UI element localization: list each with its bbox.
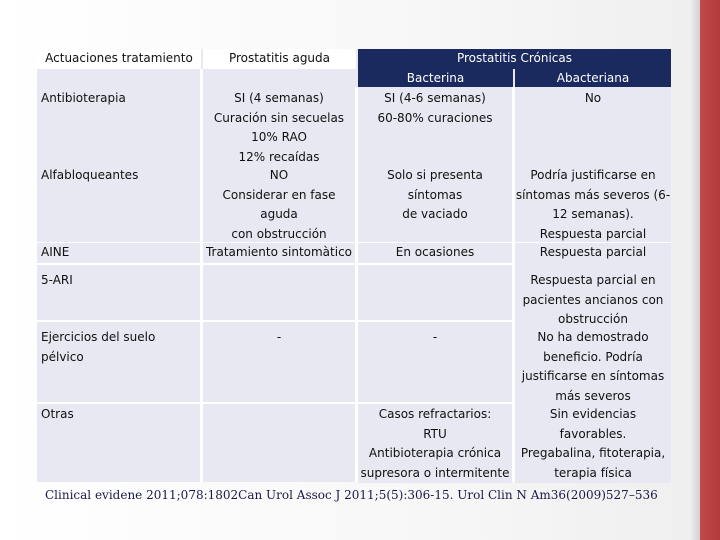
header-prostatitis-cronicas — [358, 49, 671, 69]
row-label-antibioterapia: Antibioterapia — [37, 89, 200, 109]
right-accent-bar — [700, 0, 720, 540]
cell-antibioterapia-bacteriana: SI (4-6 semanas) 60-80% curaciones — [358, 89, 512, 128]
row-separator — [37, 402, 512, 404]
cell-ejercicios-bacteriana: - — [358, 328, 512, 348]
cell-aine-aguda: Tratamiento sintomàtico — [203, 243, 355, 263]
header-actuaciones-label: Actuaciones tratamiento — [45, 51, 193, 65]
header-prostatitis-aguda-label: Prostatitis aguda — [228, 51, 331, 65]
row-label-ejercicios-suelo-pelvico: Ejercicios del suelo pélvico — [37, 328, 200, 367]
cell-aine-abacteriana: Respuesta parcial — [515, 243, 671, 263]
cell-antibioterapia-aguda: SI (4 semanas) Curación sin secuelas 10% RAO 12% recaídas — [203, 89, 355, 167]
subheader-bacteriana-label: Bacterina — [406, 71, 465, 85]
cell-alfabloqueantes-abacteriana: Podría justificarse en síntomas más severos (6- 12 semanas). Respuesta parcial — [515, 166, 671, 244]
row-separator — [37, 263, 512, 265]
cell-ejercicios-aguda: - — [203, 328, 355, 348]
right-edge-shadow — [690, 0, 700, 540]
row-label-otras: Otras — [37, 405, 200, 425]
header-actuaciones — [37, 49, 201, 69]
cell-5-ari-abacteriana: Respuesta parcial en pacientes ancianos con obstrucción — [515, 271, 671, 330]
row-separator — [37, 320, 512, 322]
cell-otras-abacteriana: Sin evidencias favorables. Pregabalina, fitoterapia, terapia física — [515, 405, 671, 483]
cell-antibioterapia-abacteriana: No — [515, 89, 671, 109]
header-prostatitis-cronicas-label: Prostatitis Crónicas — [456, 51, 573, 65]
cell-aine-bacteriana: En ocasiones — [358, 243, 512, 263]
header-prostatitis-aguda — [203, 49, 356, 69]
cell-ejercicios-abacteriana: No ha demostrado beneficio. Podría justificarse en síntomas más severos — [515, 328, 671, 406]
citation-reference: Clinical evidene 2011;078:1802Can Urol Assoc J 2011;5(5):306-15. Urol Clin N Am36(2009)527–536 — [45, 488, 658, 502]
cell-alfabloqueantes-aguda: NO Considerar en fase aguda con obstrucción — [203, 166, 355, 244]
subheader-bacteriana — [358, 69, 513, 87]
subheader-abacteriana — [515, 69, 671, 87]
cell-otras-bacteriana: Casos refractarios: RTU Antibioterapia crónica supresora o intermitente — [358, 405, 512, 483]
row-label-alfabloqueantes: Alfabloqueantes — [37, 166, 200, 186]
cell-alfabloqueantes-bacteriana: Solo si presenta síntomas de vaciado — [358, 166, 512, 225]
subheader-abacteriana-label: Abacteriana — [556, 71, 630, 85]
row-label-5-ari: 5-ARI — [37, 271, 200, 291]
row-label-aine: AINE — [37, 243, 200, 263]
